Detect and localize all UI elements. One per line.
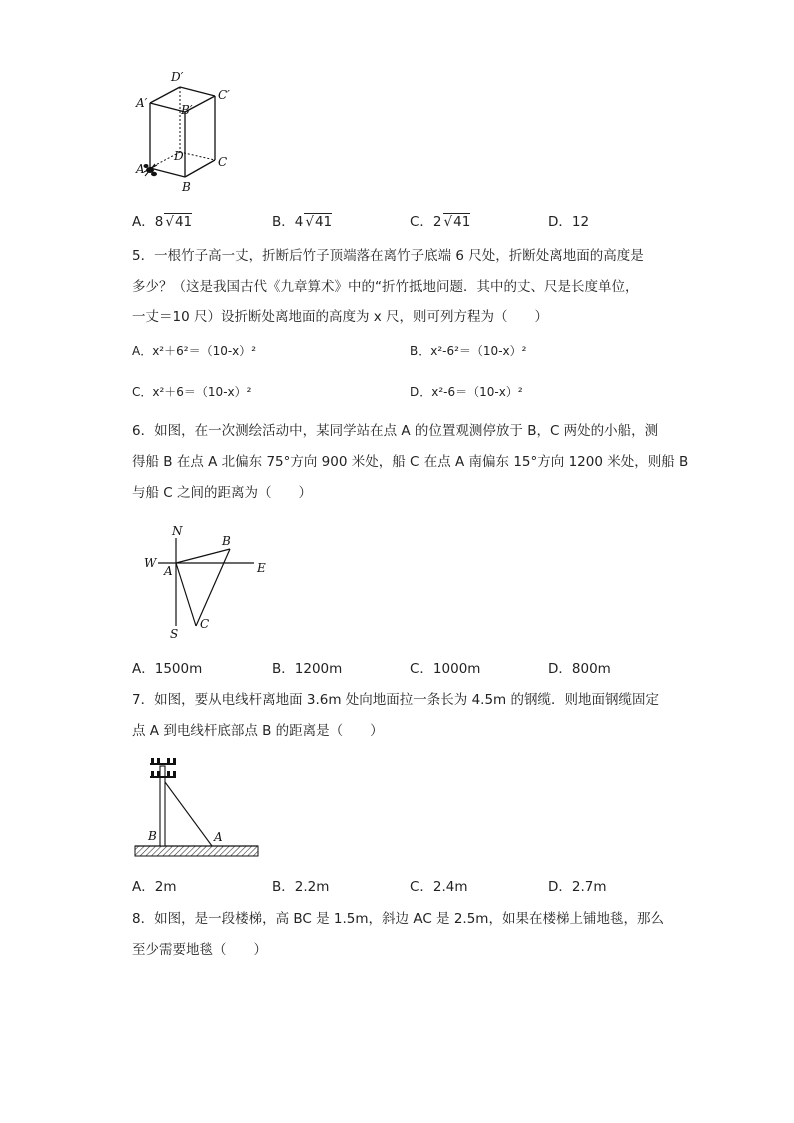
q7-line-1: 7．如图，要从电线杆离地面 3.6m 处向地面拉一条长为 4.5m 的钢缆．则地面钢缆固定 [132,692,659,708]
label-d-prime: D′ [171,70,184,84]
label-d: D [174,149,184,163]
q6-option-a: A．1500m [132,661,203,677]
label-b: B [148,829,157,843]
label-b-prime: B′ [181,103,193,117]
q5-option-b: B．x²-6²＝（10-x）² [410,344,527,358]
q4-option-b: B．4 √41 [272,214,333,230]
label-c: C [218,155,228,169]
q5-line-3: 一丈＝10 尺）设折断处离地面的高度为 x 尺，则可列方程为（ ） [132,309,549,325]
q7-option-b: B．2.2m [272,879,330,895]
label-n: N [172,524,183,538]
label-b: B [222,534,231,548]
q4-option-a: A．8 √41 [132,214,193,230]
label-b: B [182,180,191,194]
q5-option-a: A．x²＋6²＝（10-x）² [132,344,257,358]
q7-line-2: 点 A 到电线杆底部点 B 的距离是（ ） [132,723,384,739]
q4-option-d: D．12 [548,214,590,230]
q6-option-b: B．1200m [272,661,343,677]
label-w: W [144,556,157,570]
label-a: A [214,830,223,844]
q6-option-c: C．1000m [410,661,481,677]
q7-option-d: D．2.7m [548,879,607,895]
label-a: A [164,564,173,578]
q5-line-2: 多少？（这是我国古代《九章算术》中的“折竹抵地问题．其中的丈、尺是长度单位， [132,279,639,295]
q6-line-1: 6．如图，在一次测绘活动中，某同学站在点 A 的位置观测停放于 B，C 两处的小船，测 [132,423,659,439]
q6-line-3: 与船 C 之间的距离为（ ） [132,485,313,501]
label-e: E [257,561,266,575]
q5-line-1: 5．一根竹子高一丈，折断后竹子顶端落在离竹子底端 6 尺处，折断处离地面的高度是 [132,248,644,264]
label-c: C [200,617,210,631]
q7-option-c: C．2.4m [410,879,468,895]
label-c-prime: C′ [218,88,230,102]
q8-line-1: 8．如图，是一段楼梯，高 BC 是 1.5m，斜边 AC 是 2.5m，如果在楼梯上铺地毯，那么 [132,911,664,927]
q5-option-d: D．x²-6＝（10-x）² [410,385,523,399]
q5-option-c: C．x²＋6＝（10-x）² [132,385,252,399]
cuboid-figure [0,0,794,200]
q8-line-2: 至少需要地毯（ ） [132,942,267,958]
label-a-prime: A′ [136,96,148,110]
label-s: S [170,627,179,641]
q6-option-d: D．800m [548,661,611,677]
q6-line-2: 得船 B 在点 A 北偏东 75°方向 900 米处，船 C 在点 A 南偏东 15°方向 1200 米处，则船 B [132,454,689,470]
q4-option-c: C．2 √41 [410,214,471,230]
q7-option-a: A．2m [132,879,177,895]
label-a: A [136,162,145,176]
